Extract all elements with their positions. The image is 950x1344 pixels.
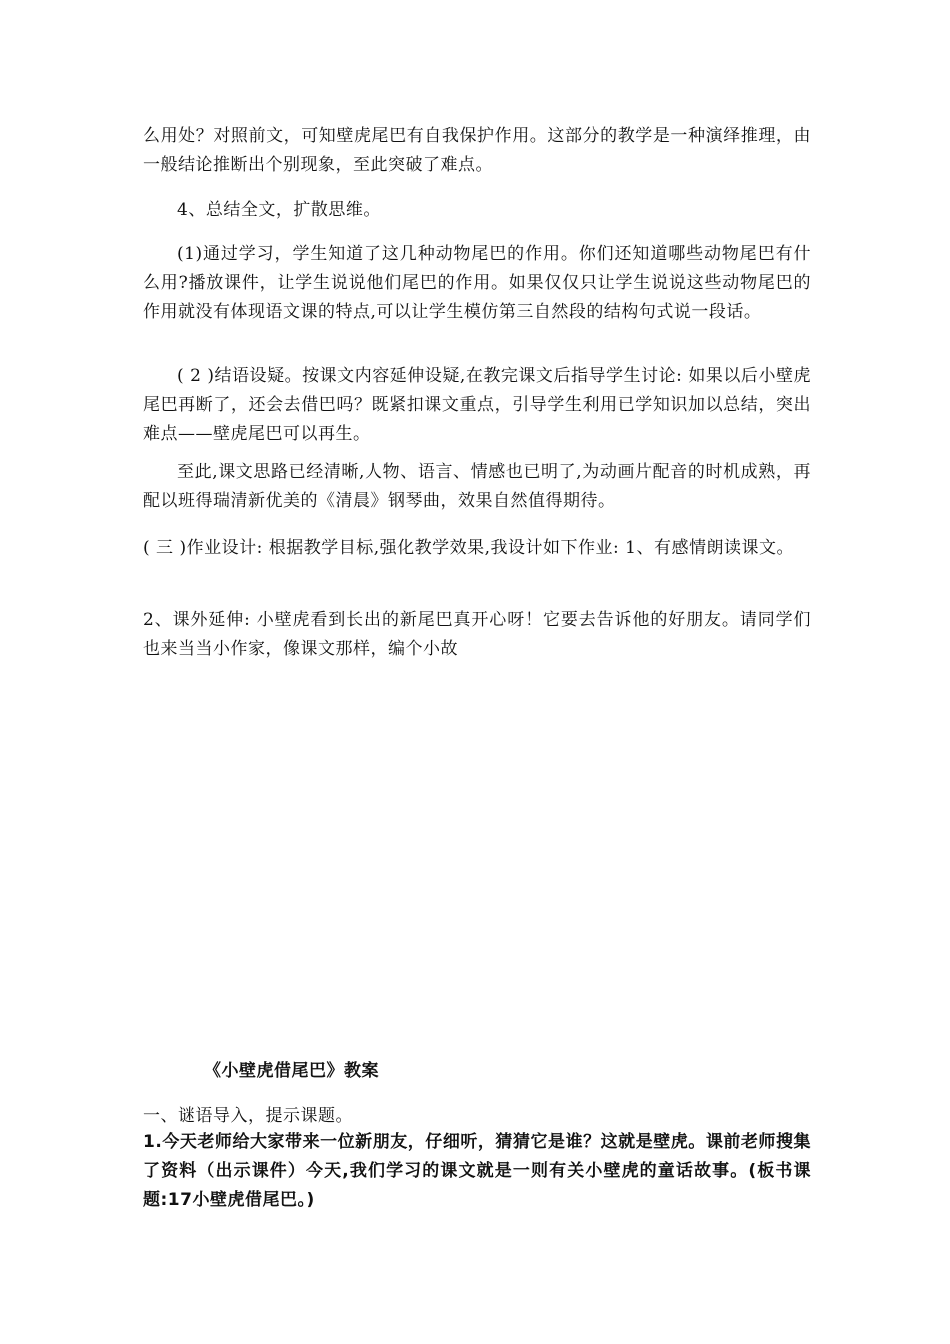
paragraph-riddle-intro: 一、谜语导入，提示课题。 [143, 1106, 353, 1126]
paragraph-dubbing: 至此,课文思路已经清晰,人物、语言、情感也已明了,为动画片配音的时机成熟，再配以班得瑞清新优美的《清晨》钢琴曲，效果自然值得期待。 [143, 462, 811, 511]
paragraph-new-friend: 1.今天老师给大家带来一位新朋友，仔细听，猜猜它是谁？这就是壁虎。课前老师搜集了资料（出示课件）今天,我们学习的课文就是一则有关小壁虎的童话故事。(板书课题:17小壁虎借尾巴。) [143, 1132, 811, 1210]
lesson-plan-title: 《小壁虎借尾巴》教案 [204, 1061, 379, 1081]
paragraph-closing-question: ( 2 )结语设疑。按课文内容延伸设疑,在教完课文后指导学生讨论: 如果以后小壁虎尾巴再断了，还会去借巴吗？既紧扣课文重点，引导学生利用已学知识加以总结，突出难点——壁虎尾巴可以再生。 [143, 366, 811, 444]
paragraph-homework-design: ( 三 )作业设计: 根据教学目标,强化教学效果,我设计如下作业: 1、有感情朗读课文。 [143, 538, 794, 558]
paragraph-extension: 2、课外延伸: 小壁虎看到长出的新尾巴真开心呀！它要去告诉他的好朋友。请同学们也来当当小作家，像课文那样，编个小故 [143, 610, 811, 659]
paragraph-reasoning: 么用处？对照前文，可知壁虎尾巴有自我保护作用。这部分的教学是一种演绎推理，由一般结论推断出个别现象，至此突破了难点。 [143, 126, 811, 175]
paragraph-animal-tails: (1)通过学习，学生知道了这几种动物尾巴的作用。你们还知道哪些动物尾巴有什么用?播放课件，让学生说说他们尾巴的作用。如果仅仅只让学生说说这些动物尾巴的作用就没有体现语文课的特点,可以让学生模仿第三自然段的结构句式说一段话。 [143, 244, 811, 322]
paragraph-summary-heading: 4、总结全文，扩散思维。 [177, 200, 381, 220]
